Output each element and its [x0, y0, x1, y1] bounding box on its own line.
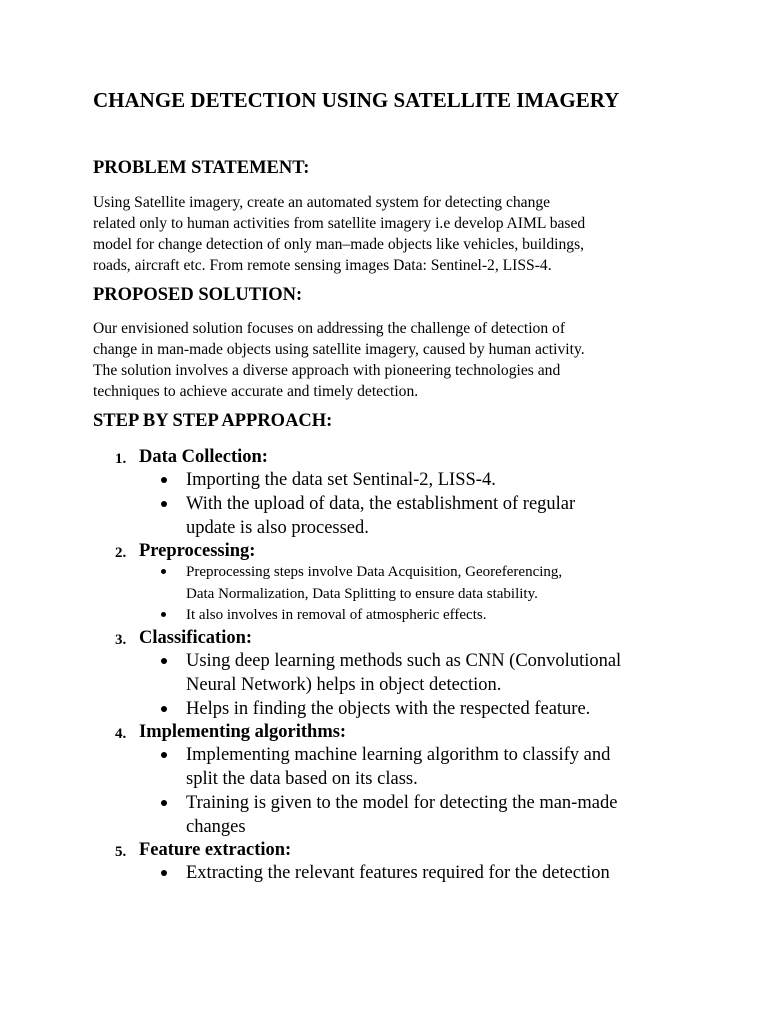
bullet-item	[139, 492, 708, 540]
bullet-dot-icon	[161, 870, 167, 876]
bullet-dot-icon	[161, 501, 167, 507]
step-title: Implementing algorithms:	[139, 721, 347, 742]
bullet-line: Preprocessing steps involve Data Acquisition, Georeferencing,	[186, 564, 563, 580]
bullet-line: Data Normalization, Data Splitting to ensure data stability.	[186, 585, 538, 602]
bullet-line: Neural Network) helps in object detection.	[186, 674, 502, 695]
step-bullet-list	[139, 468, 708, 540]
bullet-line: split the data based on its class.	[186, 768, 418, 789]
bullet-item	[139, 743, 708, 791]
problem-statement-paragraph	[93, 192, 708, 276]
step-bullet-list	[139, 649, 708, 721]
bullet-item	[139, 649, 708, 697]
bullet-item	[139, 468, 708, 492]
bullet-line: Helps in finding the objects with the respected feature.	[186, 698, 591, 719]
paragraph-line: related only to human activities from satellite imagery i.e develop AIML based	[93, 215, 586, 232]
step-title: Feature extraction:	[139, 839, 292, 860]
bullet-item	[139, 605, 708, 627]
document-title: CHANGE DETECTION USING SATELLITE IMAGERY	[93, 88, 620, 112]
step-item	[93, 540, 708, 627]
step-number: 4.	[115, 725, 127, 742]
step-bullet-list	[139, 743, 708, 839]
step-title: Preprocessing:	[139, 541, 256, 561]
step-number: 1.	[115, 451, 127, 467]
bullet-dot-icon	[161, 477, 167, 483]
bullet-line: It also involves in removal of atmospheric effects.	[186, 607, 487, 623]
bullet-line: changes	[186, 816, 246, 837]
bullet-dot-icon	[161, 706, 167, 712]
bullet-item	[139, 861, 708, 885]
bullet-line: update is also processed.	[186, 518, 369, 538]
paragraph-line: Using Satellite imagery, create an automated system for detecting change	[93, 194, 551, 211]
paragraph-line: roads, aircraft etc. From remote sensing images Data: Sentinel-2, LISS-4.	[93, 257, 552, 274]
bullet-dot-icon	[161, 569, 166, 574]
bullet-dot-icon	[161, 612, 166, 617]
paragraph-line: change in man-made objects using satellite imagery, caused by human activity.	[93, 341, 585, 358]
bullet-line: Training is given to the model for detecting the man-made	[186, 792, 618, 813]
step-item	[93, 627, 708, 721]
paragraph-line: The solution involves a diverse approach with pioneering technologies and	[93, 362, 561, 379]
bullet-line: Importing the data set Sentinal-2, LISS-4.	[186, 470, 496, 490]
bullet-line: Using deep learning methods such as CNN (Convolutional	[186, 650, 622, 671]
step-bullet-list	[139, 861, 708, 885]
problem-statement-heading: PROBLEM STATEMENT:	[93, 158, 310, 178]
proposed-solution-paragraph	[93, 318, 708, 402]
bullet-dot-icon	[161, 800, 167, 806]
bullet-item	[139, 697, 708, 721]
step-bullet-list	[139, 562, 708, 627]
paragraph-line: Our envisioned solution focuses on addressing the challenge of detection of	[93, 320, 566, 337]
step-number: 2.	[115, 545, 127, 561]
bullet-item	[139, 562, 708, 605]
step-title: Data Collection:	[139, 447, 268, 467]
paragraph-line: model for change detection of only man–made objects like vehicles, buildings,	[93, 236, 585, 253]
step-item	[93, 721, 708, 839]
bullet-dot-icon	[161, 658, 167, 664]
step-item	[93, 446, 708, 540]
steps-list	[93, 446, 708, 885]
step-number: 5.	[115, 843, 127, 860]
bullet-line: With the upload of data, the establishment of regular	[186, 494, 576, 514]
bullet-line: Extracting the relevant features required for the detection	[186, 862, 610, 883]
bullet-dot-icon	[161, 752, 167, 758]
step-item	[93, 839, 708, 885]
step-title: Classification:	[139, 627, 253, 648]
bullet-item	[139, 791, 708, 839]
step-by-step-heading: STEP BY STEP APPROACH:	[93, 411, 333, 431]
bullet-line: Implementing machine learning algorithm to classify and	[186, 744, 611, 765]
step-number: 3.	[115, 631, 127, 648]
proposed-solution-heading: PROPOSED SOLUTION:	[93, 285, 303, 305]
paragraph-line: techniques to achieve accurate and timely detection.	[93, 383, 419, 400]
